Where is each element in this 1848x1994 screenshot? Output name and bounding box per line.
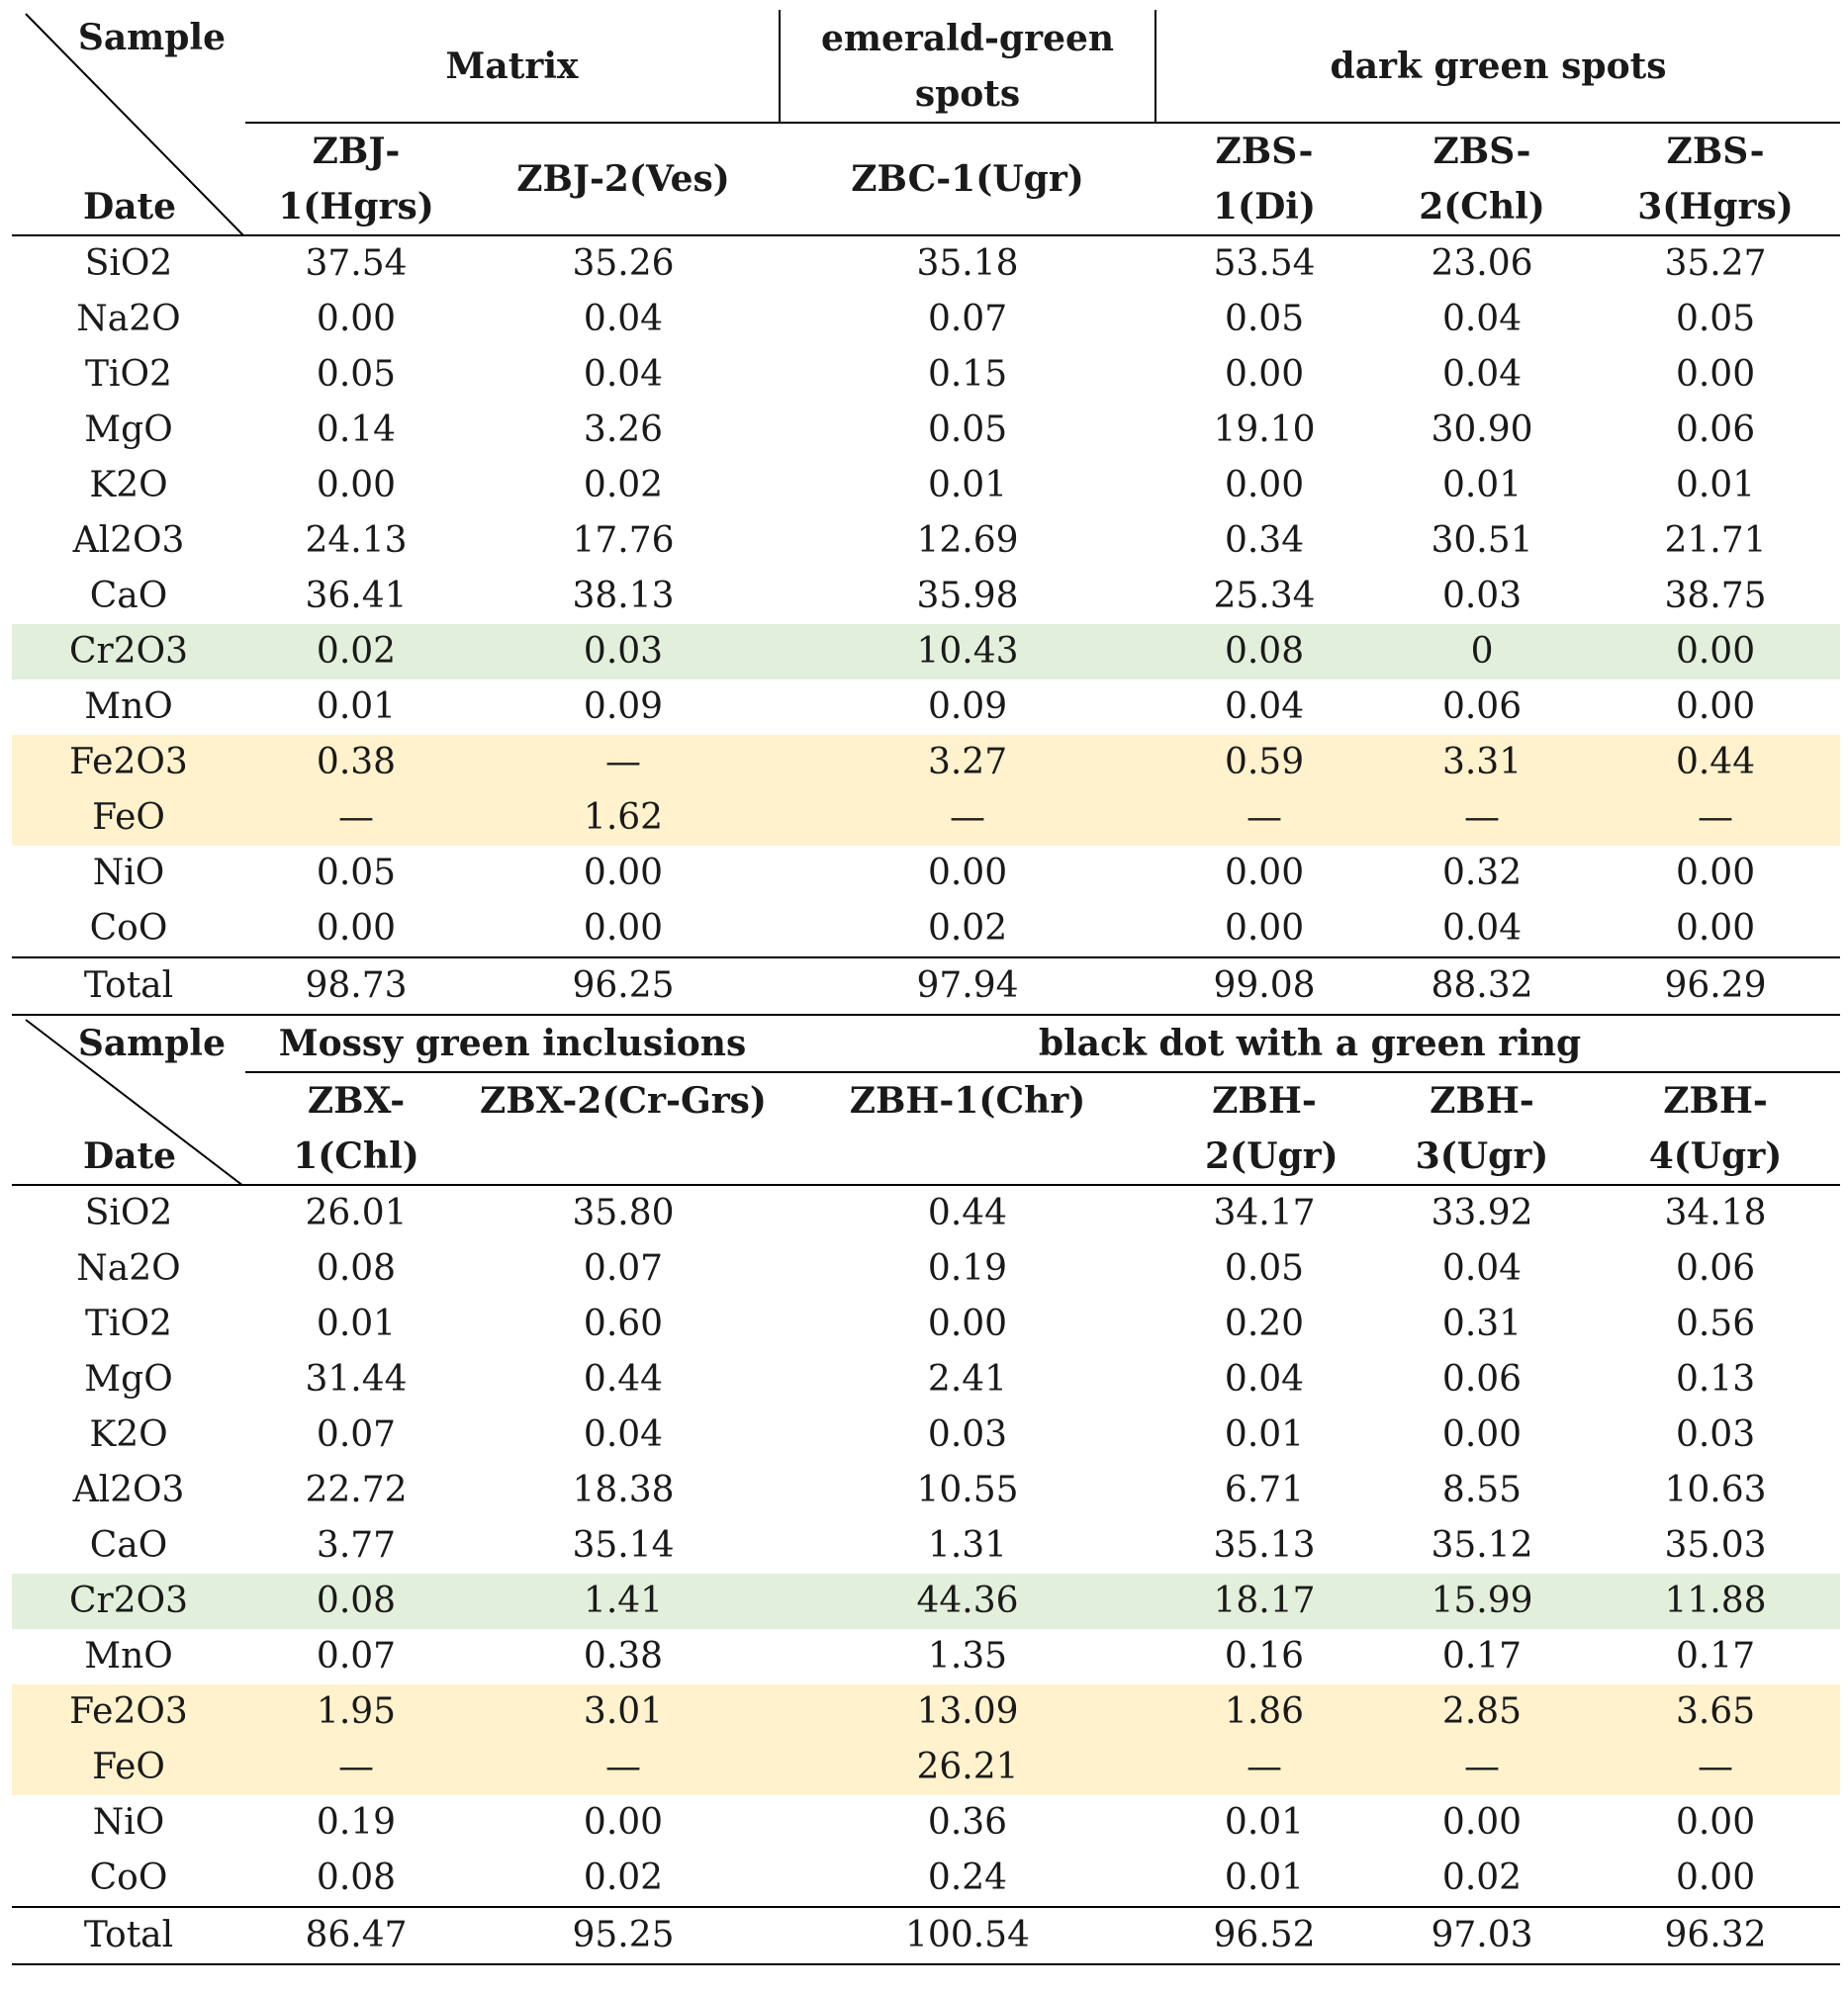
value-cell: 3.77: [316, 1525, 397, 1566]
value-cell: 0.03: [927, 1414, 1008, 1455]
value-cell: 0.17: [1441, 1636, 1523, 1677]
value-cell: 11.88: [1591, 1574, 1840, 1629]
oxide-row-k2o: [12, 458, 1840, 513]
group-header-black-dot-green-ring: black dot with a green ring: [780, 1016, 1840, 1072]
value-cell: 0.00: [1224, 354, 1305, 395]
total-row: [12, 1907, 1840, 1964]
oxide-composition-document: [12, 10, 1840, 1965]
value-cell: —: [245, 790, 467, 846]
value-cell: 0.00: [1224, 908, 1305, 949]
value-cell: 0.04: [1224, 686, 1305, 727]
value-cell: 35.18: [780, 235, 1155, 292]
oxide-label: Fe2O3: [12, 1684, 245, 1740]
value-cell: 26.01: [245, 1185, 467, 1241]
value-cell: 53.54: [1155, 235, 1373, 292]
value-cell: 34.18: [1591, 1185, 1840, 1241]
value-cell: 2.41: [927, 1359, 1008, 1400]
value-cell: 10.43: [780, 624, 1155, 680]
value-cell: 0.07: [316, 1414, 397, 1455]
value-cell: 18.17: [1155, 1574, 1373, 1629]
corner-date-label: Date: [83, 1135, 177, 1177]
value-cell: —: [780, 790, 1155, 846]
total-value-cell: 96.32: [1591, 1907, 1840, 1964]
value-cell: —: [1591, 790, 1840, 846]
value-cell: 0.00: [1675, 686, 1756, 727]
corner-sample-label: Sample: [77, 1023, 226, 1064]
value-cell: 2.85: [1373, 1684, 1591, 1740]
sample-header: ZBX-1(Chl): [245, 1072, 467, 1185]
oxide-label: NiO: [92, 1802, 165, 1843]
value-cell: 18.38: [572, 1470, 675, 1510]
total-label: Total: [12, 957, 245, 1015]
oxide-row-k2o: [12, 1407, 1840, 1463]
sample-header: ZBJ-2(Ves): [467, 123, 780, 235]
value-cell: 21.71: [1664, 520, 1767, 561]
value-cell: 35.98: [916, 576, 1019, 616]
corner-cell: [12, 1016, 245, 1185]
value-cell: 0.04: [1441, 299, 1523, 339]
value-cell: 0: [1373, 624, 1591, 680]
value-cell: 0.20: [1224, 1304, 1305, 1344]
corner-sample-label: Sample: [77, 17, 226, 58]
value-cell: 0.56: [1675, 1304, 1756, 1344]
value-cell: 0.00: [1675, 1858, 1756, 1898]
value-cell: 0.44: [1591, 735, 1840, 790]
oxide-row-cao: [12, 1518, 1840, 1574]
value-cell: 35.14: [572, 1525, 675, 1566]
sample-header: ZBH-2(Ugr): [1155, 1072, 1373, 1185]
total-value-cell: 100.54: [780, 1907, 1155, 1964]
oxide-label: TiO2: [85, 354, 172, 395]
value-cell: 0.00: [316, 908, 397, 949]
value-cell: —: [1373, 1740, 1591, 1795]
value-cell: 13.09: [780, 1684, 1155, 1740]
value-cell: 0.60: [583, 1304, 664, 1344]
oxide-row-fe2o3: [12, 1684, 1840, 1740]
oxide-row-al2o3: [12, 1463, 1840, 1518]
value-cell: 0.04: [1224, 1359, 1305, 1400]
value-cell: 0.00: [1675, 908, 1756, 949]
value-cell: 0.07: [927, 299, 1008, 339]
value-cell: 0.05: [1224, 1248, 1305, 1289]
oxide-row-al2o3: [12, 513, 1840, 569]
value-cell: 0.06: [1441, 1359, 1523, 1400]
value-cell: 0.04: [583, 299, 664, 339]
value-cell: 35.12: [1431, 1525, 1533, 1566]
group-header-dark-green-spots: dark green spots: [1155, 10, 1840, 123]
value-cell: 1.62: [467, 790, 780, 846]
value-cell: 0.07: [583, 1248, 664, 1289]
value-cell: —: [1373, 790, 1591, 846]
group-header-mossy-green-inclusions: Mossy green inclusions: [245, 1016, 780, 1072]
value-cell: 0.05: [1675, 299, 1756, 339]
oxide-label: CaO: [89, 576, 168, 616]
value-cell: 0.00: [1675, 354, 1756, 395]
group-header-matrix: Matrix: [245, 10, 780, 123]
value-cell: 0.00: [316, 465, 397, 505]
value-cell: 0.38: [583, 1636, 664, 1677]
sample-header: ZBJ-1(Hgrs): [245, 123, 467, 235]
value-cell: 0.02: [1441, 1858, 1523, 1898]
value-cell: 0.05: [316, 354, 397, 395]
value-cell: 0.34: [1224, 520, 1305, 561]
value-cell: —: [467, 1740, 780, 1795]
oxide-label: K2O: [89, 1414, 168, 1455]
oxide-label: TiO2: [85, 1304, 172, 1344]
corner-date-label: Date: [83, 186, 177, 227]
value-cell: 30.51: [1431, 520, 1533, 561]
value-cell: 1.95: [245, 1684, 467, 1740]
value-cell: 0.00: [583, 1802, 664, 1843]
value-cell: 0.02: [583, 1858, 664, 1898]
oxide-table-1: [12, 10, 1840, 1016]
value-cell: 0.06: [1675, 409, 1756, 450]
oxide-row-coo: [12, 901, 1840, 957]
value-cell: 0.00: [927, 1304, 1008, 1344]
value-cell: 0.01: [1675, 465, 1756, 505]
value-cell: 0.09: [927, 686, 1008, 727]
oxide-row-feo: [12, 1740, 1840, 1795]
value-cell: 3.65: [1591, 1684, 1840, 1740]
oxide-row-nio: [12, 1795, 1840, 1851]
value-cell: 10.55: [916, 1470, 1019, 1510]
value-cell: 0.44: [780, 1185, 1155, 1241]
value-cell: 24.13: [305, 520, 408, 561]
oxide-label: Fe2O3: [12, 735, 245, 790]
value-cell: 0.01: [1441, 465, 1523, 505]
corner-cell: [12, 10, 245, 235]
value-cell: 0.00: [583, 853, 664, 893]
value-cell: 0.16: [1224, 1636, 1305, 1677]
value-cell: 0.04: [1441, 354, 1523, 395]
value-cell: 0.04: [1441, 908, 1523, 949]
value-cell: —: [467, 735, 780, 790]
oxide-row-mgo: [12, 403, 1840, 458]
sample-header: ZBH-1(Chr): [780, 1072, 1155, 1185]
value-cell: 0.03: [1441, 576, 1523, 616]
value-cell: 0.00: [316, 299, 397, 339]
value-cell: 17.76: [572, 520, 675, 561]
value-cell: 19.10: [1213, 409, 1316, 450]
value-cell: 0.04: [583, 1414, 664, 1455]
oxide-row-tio2: [12, 1297, 1840, 1352]
value-cell: 0.00: [1591, 624, 1840, 680]
value-cell: 1.35: [927, 1636, 1008, 1677]
value-cell: 25.34: [1213, 576, 1316, 616]
sample-header-row: [12, 123, 1840, 235]
value-cell: 31.44: [305, 1359, 408, 1400]
value-cell: 0.01: [1224, 1414, 1305, 1455]
oxide-row-coo: [12, 1851, 1840, 1907]
value-cell: 35.03: [1664, 1525, 1767, 1566]
value-cell: 0.00: [1441, 1414, 1523, 1455]
value-cell: 0.01: [927, 465, 1008, 505]
value-cell: 0.24: [927, 1858, 1008, 1898]
oxide-row-nio: [12, 846, 1840, 901]
total-value-cell: 97.94: [780, 957, 1155, 1015]
value-cell: 3.01: [467, 1684, 780, 1740]
value-cell: 0.06: [1441, 686, 1523, 727]
oxide-row-na2o: [12, 292, 1840, 347]
oxide-label: FeO: [12, 1740, 245, 1795]
value-cell: 3.31: [1373, 735, 1591, 790]
oxide-row-mno: [12, 680, 1840, 735]
value-cell: 0.03: [1675, 1414, 1756, 1455]
oxide-row-fe2o3: [12, 735, 1840, 790]
total-value-cell: 96.29: [1591, 957, 1840, 1015]
group-header-row: [12, 10, 1840, 123]
value-cell: 0.08: [316, 1248, 397, 1289]
value-cell: 0.08: [245, 1574, 467, 1629]
sample-header: ZBH-3(Ugr): [1373, 1072, 1591, 1185]
value-cell: 0.00: [1441, 1802, 1523, 1843]
value-cell: 0.03: [467, 624, 780, 680]
total-value-cell: 97.03: [1373, 1907, 1591, 1964]
oxide-label: CoO: [89, 1858, 168, 1898]
oxide-row-mgo: [12, 1352, 1840, 1407]
value-cell: 22.72: [305, 1470, 408, 1510]
table-1-body: [12, 235, 1840, 1015]
value-cell: 23.06: [1373, 235, 1591, 292]
oxide-label: K2O: [89, 465, 168, 505]
sample-header: ZBS-2(Chl): [1373, 123, 1591, 235]
value-cell: 33.92: [1373, 1185, 1591, 1241]
value-cell: 0.04: [583, 354, 664, 395]
total-row: [12, 957, 1840, 1015]
value-cell: 0.01: [1224, 1802, 1305, 1843]
value-cell: 26.21: [780, 1740, 1155, 1795]
oxide-label: SiO2: [12, 235, 245, 292]
value-cell: 0.15: [927, 354, 1008, 395]
oxide-label: MnO: [84, 686, 173, 727]
value-cell: 3.26: [583, 409, 664, 450]
oxide-label: FeO: [12, 790, 245, 846]
value-cell: —: [1591, 1740, 1840, 1795]
value-cell: 35.26: [467, 235, 780, 292]
value-cell: 12.69: [916, 520, 1019, 561]
value-cell: 44.36: [780, 1574, 1155, 1629]
total-value-cell: 95.25: [467, 1907, 780, 1964]
value-cell: 0.59: [1155, 735, 1373, 790]
value-cell: 0.08: [316, 1858, 397, 1898]
oxide-row-sio2: [12, 1185, 1840, 1241]
value-cell: 0.06: [1675, 1248, 1756, 1289]
value-cell: 36.41: [305, 576, 408, 616]
value-cell: 0.00: [1675, 853, 1756, 893]
value-cell: 1.86: [1155, 1684, 1373, 1740]
value-cell: 38.75: [1664, 576, 1767, 616]
value-cell: —: [1155, 1740, 1373, 1795]
value-cell: 35.13: [1213, 1525, 1316, 1566]
value-cell: 0.00: [583, 908, 664, 949]
oxide-label: Al2O3: [72, 1470, 185, 1510]
sample-header: ZBH-4(Ugr): [1591, 1072, 1840, 1185]
value-cell: 0.01: [1224, 1858, 1305, 1898]
group-header-row: [12, 1016, 1840, 1072]
oxide-label: SiO2: [12, 1185, 245, 1241]
value-cell: 0.01: [316, 686, 397, 727]
value-cell: 0.38: [245, 735, 467, 790]
oxide-row-cao: [12, 569, 1840, 624]
value-cell: 0.13: [1675, 1359, 1756, 1400]
oxide-label: MnO: [84, 1636, 173, 1677]
oxide-row-tio2: [12, 347, 1840, 403]
oxide-label: MgO: [84, 1359, 173, 1400]
oxide-label: Cr2O3: [12, 1574, 245, 1629]
value-cell: 0.05: [1224, 299, 1305, 339]
value-cell: 0.19: [927, 1248, 1008, 1289]
value-cell: 3.27: [780, 735, 1155, 790]
value-cell: 0.02: [927, 908, 1008, 949]
oxide-label: NiO: [92, 853, 165, 893]
value-cell: 0.36: [927, 1802, 1008, 1843]
oxide-label: MgO: [84, 409, 173, 450]
value-cell: —: [1155, 790, 1373, 846]
table-2-body: [12, 1185, 1840, 1964]
value-cell: 0.19: [316, 1802, 397, 1843]
oxide-label: CoO: [89, 908, 168, 949]
total-value-cell: 96.52: [1155, 1907, 1373, 1964]
value-cell: 30.90: [1431, 409, 1533, 450]
oxide-row-mno: [12, 1629, 1840, 1684]
oxide-label: Cr2O3: [12, 624, 245, 680]
total-value-cell: 96.25: [467, 957, 780, 1015]
sample-header: ZBS-1(Di): [1155, 123, 1373, 235]
value-cell: 34.17: [1155, 1185, 1373, 1241]
value-cell: 0.04: [1441, 1248, 1523, 1289]
value-cell: 0.02: [583, 465, 664, 505]
value-cell: 0.05: [927, 409, 1008, 450]
value-cell: 0.32: [1441, 853, 1523, 893]
oxide-row-cr2o3: [12, 624, 1840, 680]
oxide-row-sio2: [12, 235, 1840, 292]
sample-header-row: [12, 1072, 1840, 1185]
value-cell: 0.08: [1155, 624, 1373, 680]
value-cell: 0.02: [245, 624, 467, 680]
value-cell: 0.00: [927, 853, 1008, 893]
value-cell: 35.27: [1591, 235, 1840, 292]
sample-header: ZBS-3(Hgrs): [1591, 123, 1840, 235]
value-cell: 8.55: [1441, 1470, 1523, 1510]
value-cell: 0.31: [1441, 1304, 1523, 1344]
value-cell: 0.01: [316, 1304, 397, 1344]
value-cell: —: [245, 1740, 467, 1795]
value-cell: 0.09: [583, 686, 664, 727]
value-cell: 0.05: [316, 853, 397, 893]
total-value-cell: 99.08: [1155, 957, 1373, 1015]
group-header-emerald-green-spots: emerald-green spots: [780, 10, 1155, 123]
value-cell: 1.41: [467, 1574, 780, 1629]
sample-header: ZBC-1(Ugr): [780, 123, 1155, 235]
sample-header: ZBX-2(Cr-Grs): [467, 1072, 780, 1185]
oxide-label: Na2O: [76, 1248, 181, 1289]
oxide-row-feo: [12, 790, 1840, 846]
value-cell: 0.44: [583, 1359, 664, 1400]
value-cell: 0.07: [316, 1636, 397, 1677]
total-value-cell: 98.73: [245, 957, 467, 1015]
value-cell: 0.00: [1224, 853, 1305, 893]
oxide-label: Al2O3: [72, 520, 185, 561]
value-cell: 0.17: [1675, 1636, 1756, 1677]
total-value-cell: 86.47: [245, 1907, 467, 1964]
total-value-cell: 88.32: [1373, 957, 1591, 1015]
value-cell: 1.31: [927, 1525, 1008, 1566]
value-cell: 0.14: [316, 409, 397, 450]
value-cell: 15.99: [1373, 1574, 1591, 1629]
total-label: Total: [12, 1907, 245, 1964]
oxide-label: Na2O: [76, 299, 181, 339]
value-cell: 38.13: [572, 576, 675, 616]
value-cell: 0.00: [1675, 1802, 1756, 1843]
oxide-table-2: [12, 1016, 1840, 1965]
value-cell: 0.00: [1224, 465, 1305, 505]
oxide-label: CaO: [89, 1525, 168, 1566]
oxide-row-cr2o3: [12, 1574, 1840, 1629]
value-cell: 37.54: [245, 235, 467, 292]
oxide-row-na2o: [12, 1241, 1840, 1297]
value-cell: 6.71: [1224, 1470, 1305, 1510]
value-cell: 35.80: [467, 1185, 780, 1241]
value-cell: 10.63: [1664, 1470, 1767, 1510]
